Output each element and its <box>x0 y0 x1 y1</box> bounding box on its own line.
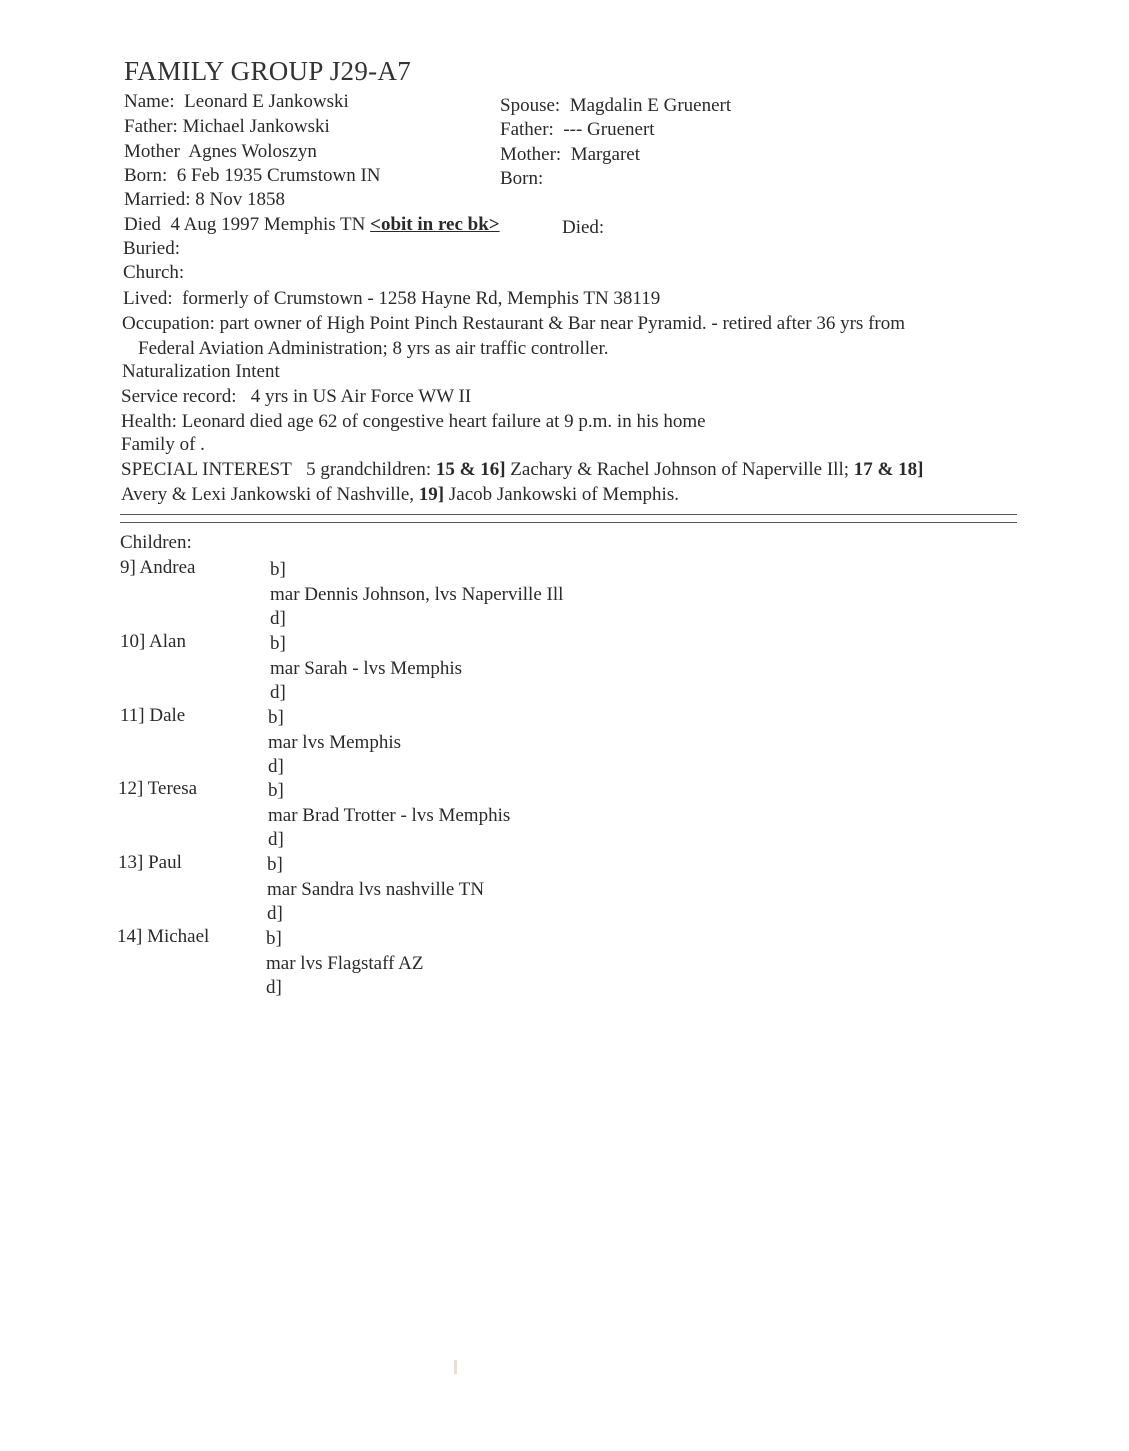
child-died: d] <box>266 977 282 998</box>
occupation-continued: Federal Aviation Administration; 8 yrs as air traffic controller. <box>138 338 609 359</box>
spouse-died-label: Died: <box>562 217 605 238</box>
name-value: Leonard E Jankowski <box>184 91 349 112</box>
child-born: b] <box>268 707 284 728</box>
occupation-row <box>122 313 905 335</box>
child-died: d] <box>267 903 283 924</box>
child-died: d] <box>268 829 284 850</box>
lived-row <box>123 288 660 310</box>
double-rule-divider <box>120 514 1017 523</box>
name-row <box>124 91 349 113</box>
special-ref-1: 15 & 16] <box>435 459 506 480</box>
spouse-died-row <box>562 217 604 239</box>
child-married: mar Dennis Johnson, lvs Naperville Ill <box>270 584 564 605</box>
born-value: 6 Feb 1935 Crumstown IN <box>176 165 381 186</box>
mother-row <box>124 141 317 163</box>
father-value: Michael Jankowski <box>182 116 330 137</box>
spouse-born-row <box>500 168 543 190</box>
scan-speck <box>454 1360 457 1374</box>
special-text-a: 5 grandchildren: <box>306 459 432 480</box>
child-name: 14] Michael <box>117 926 210 947</box>
child-married: mar Brad Trotter - lvs Memphis <box>268 805 511 826</box>
occupation-value: part owner of High Point Pinch Restaurant & Bar near Pyramid. - retired after 36 yrs from <box>219 313 906 334</box>
special-interest-row <box>121 459 923 481</box>
child-married: mar lvs Memphis <box>268 732 401 753</box>
child-name: 11] Dale <box>120 705 186 726</box>
special-label: SPECIAL INTEREST <box>121 459 292 480</box>
spouse-father-value: --- Gruenert <box>563 119 655 140</box>
health-value: Leonard died age 62 of congestive heart failure at 9 p.m. in his home <box>181 411 706 432</box>
service-label: Service record: <box>121 386 237 407</box>
died-row <box>124 214 500 236</box>
died-label: Died <box>124 214 161 235</box>
page-title: FAMILY GROUP J29-A7 <box>124 56 412 86</box>
child-born: b] <box>268 780 284 801</box>
occupation-label: Occupation: <box>122 313 215 334</box>
born-row <box>124 165 381 187</box>
spouse-label: Spouse: <box>500 95 561 116</box>
child-name: 13] Paul <box>118 852 182 873</box>
naturalization-label: Naturalization Intent <box>122 361 280 382</box>
special-ref-2: 17 & 18] <box>853 459 924 480</box>
child-died: d] <box>270 608 286 629</box>
child-married: mar lvs Flagstaff AZ <box>266 953 424 974</box>
spouse-mother-value: Margaret <box>570 144 641 165</box>
spouse-father-row <box>500 119 655 141</box>
child-born: b] <box>270 559 286 580</box>
church-label: Church: <box>123 262 185 283</box>
family-of: Family of . <box>121 434 205 455</box>
married-row <box>124 189 285 211</box>
child-married: mar Sarah - lvs Memphis <box>270 658 463 679</box>
special-text-d: Jacob Jankowski of Memphis. <box>448 484 679 505</box>
spouse-value: Magdalin E Gruenert <box>569 95 732 116</box>
child-name: 10] Alan <box>120 631 186 652</box>
service-row <box>121 386 471 408</box>
spouse-row <box>500 95 731 117</box>
lived-value: formerly of Crumstown - 1258 Hayne Rd, Memphis TN 38119 <box>182 288 661 309</box>
mother-label: Mother <box>124 141 180 162</box>
father-label: Father: <box>124 116 178 137</box>
health-label: Health: <box>121 411 177 432</box>
child-died: d] <box>268 756 284 777</box>
child-born: b] <box>267 854 283 875</box>
buried-label: Buried: <box>123 238 180 259</box>
spouse-born-label: Born: <box>500 168 544 189</box>
died-value: 4 Aug 1997 Memphis TN <box>170 214 366 235</box>
obit-note: <obit in rec bk> <box>370 214 500 235</box>
father-row <box>124 116 330 138</box>
child-name: 12] Teresa <box>118 778 198 799</box>
service-value: 4 yrs in US Air Force WW II <box>250 386 472 407</box>
lived-label: Lived: <box>123 288 173 309</box>
child-name: 9] Andrea <box>120 557 196 578</box>
special-text-b: Zachary & Rachel Johnson of Naperville Ill; <box>510 459 850 480</box>
child-born: b] <box>270 633 286 654</box>
name-label: Name: <box>124 91 175 112</box>
child-born: b] <box>266 928 282 949</box>
spouse-mother-row <box>500 144 640 166</box>
special-ref-3: 19] <box>418 484 445 505</box>
special-interest-continued <box>121 484 679 506</box>
child-died: d] <box>270 682 286 703</box>
special-text-c: Avery & Lexi Jankowski of Nashville, <box>121 484 415 505</box>
children-label: Children: <box>120 532 192 553</box>
born-label: Born: <box>124 165 168 186</box>
child-married: mar Sandra lvs nashville TN <box>267 879 485 900</box>
spouse-mother-label: Mother: <box>500 144 562 165</box>
married-label: Married: <box>124 189 191 210</box>
health-row <box>121 411 706 433</box>
mother-value: Agnes Woloszyn <box>188 141 317 162</box>
spouse-father-label: Father: <box>500 119 554 140</box>
married-value: 8 Nov 1858 <box>195 189 285 210</box>
